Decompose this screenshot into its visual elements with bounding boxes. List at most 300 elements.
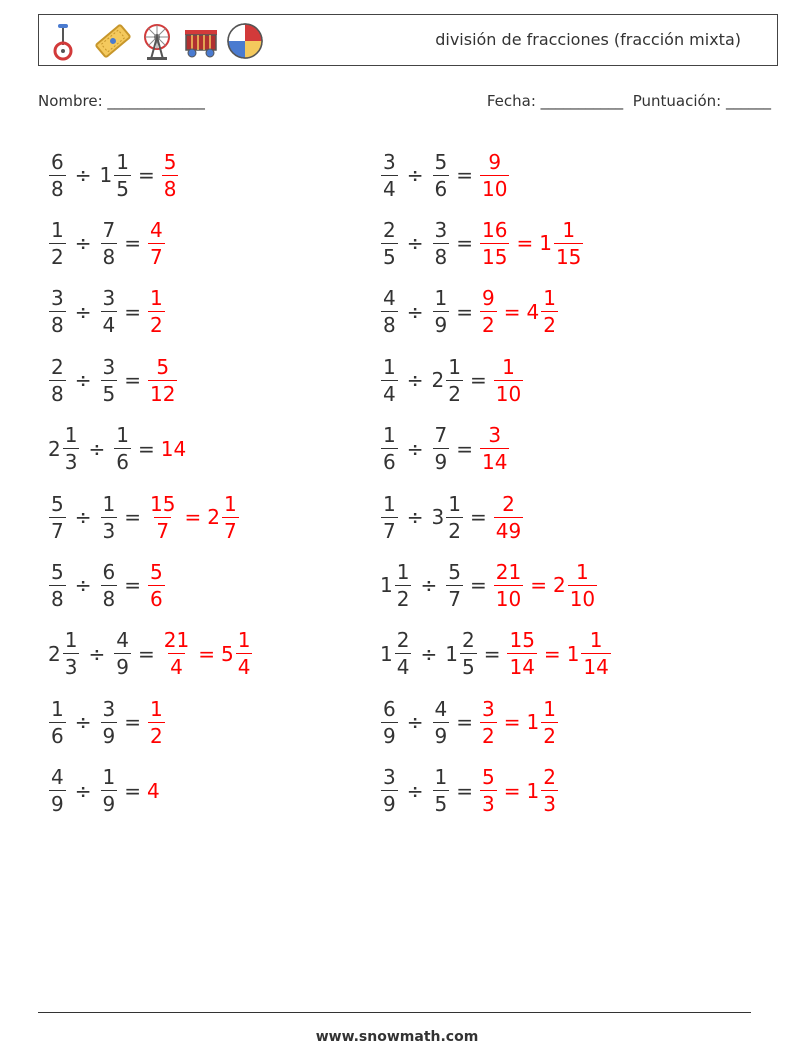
numerator: 1	[383, 423, 396, 448]
denominator: 9	[116, 655, 129, 680]
operand-number	[432, 217, 451, 269]
denominator: 8	[51, 586, 64, 611]
equals-sign: =	[503, 299, 521, 324]
problem-item	[380, 486, 524, 548]
operand-number	[380, 354, 399, 406]
fraction	[541, 696, 558, 748]
equals-sign: =	[137, 436, 155, 461]
denominator: 2	[448, 518, 461, 543]
numerator: 5	[156, 354, 170, 379]
operand-number	[48, 423, 80, 475]
problem-item	[380, 281, 559, 343]
operand-number	[380, 149, 399, 201]
denominator: 8	[434, 244, 448, 269]
numerator: 6	[383, 696, 396, 721]
fraction	[433, 765, 450, 817]
fraction	[101, 765, 118, 817]
denominator: 9	[51, 792, 64, 817]
denominator: 4	[170, 655, 183, 680]
operand-number	[48, 217, 67, 269]
operand-number	[432, 149, 451, 201]
fraction	[395, 628, 412, 680]
answer-number	[147, 559, 166, 611]
fraction	[568, 559, 597, 611]
problem-item	[48, 281, 166, 343]
numerator: 6	[102, 559, 116, 584]
numerator: 21	[495, 559, 522, 584]
denominator: 2	[482, 313, 495, 338]
numerator: 1	[434, 765, 448, 790]
operand-number	[48, 765, 67, 817]
operand-number	[99, 149, 132, 201]
numerator: 4	[383, 286, 396, 311]
fraction	[541, 286, 558, 338]
worksheet-title: división de fracciones (fracción mixta)	[435, 30, 741, 49]
operand-number	[100, 286, 119, 338]
numerator: 3	[51, 286, 64, 311]
problem-item	[48, 691, 166, 753]
denominator: 6	[150, 586, 163, 611]
denominator: 14	[583, 655, 609, 680]
divide-sign: ÷	[406, 505, 424, 529]
divide-sign: ÷	[74, 505, 92, 529]
answer-number	[479, 423, 510, 475]
whole-part: 1	[526, 710, 540, 735]
numerator: 3	[102, 286, 116, 311]
operand-number	[100, 491, 119, 543]
fraction	[381, 217, 398, 269]
numerator: 7	[102, 217, 116, 242]
divide-sign: ÷	[74, 163, 92, 187]
operand-number	[432, 696, 451, 748]
numerator: 1	[223, 491, 237, 516]
denominator: 4	[383, 381, 396, 406]
fraction	[480, 423, 509, 475]
numerator: 5	[448, 559, 461, 584]
fraction	[101, 286, 118, 338]
fraction	[494, 559, 523, 611]
denominator: 5	[461, 655, 475, 680]
name-field-label: Nombre: _____________	[38, 92, 205, 110]
equals-sign: =	[137, 641, 155, 666]
problem-item	[48, 486, 240, 548]
denominator: 49	[495, 518, 522, 543]
denominator: 10	[495, 586, 522, 611]
answer-number	[220, 628, 253, 680]
answer-number	[161, 628, 192, 680]
operand-number	[48, 491, 67, 543]
denominator: 5	[116, 176, 129, 201]
whole-part: 4	[526, 299, 540, 324]
numerator: 1	[396, 559, 410, 584]
operand-number	[380, 628, 412, 680]
operand-number	[100, 696, 119, 748]
fraction	[554, 217, 583, 269]
operand-number	[380, 765, 399, 817]
numerator: 1	[64, 423, 78, 448]
operand-number	[445, 559, 464, 611]
fraction	[581, 628, 610, 680]
problem-item	[380, 349, 524, 411]
equals-sign: =	[516, 231, 534, 256]
fraction	[480, 149, 509, 201]
equals-sign: =	[503, 710, 521, 735]
denominator: 7	[150, 244, 163, 269]
denominator: 4	[383, 176, 396, 201]
numerator: 1	[502, 354, 515, 379]
denominator: 6	[383, 450, 396, 475]
fraction	[101, 559, 118, 611]
divide-sign: ÷	[74, 231, 92, 256]
answer-number	[552, 559, 598, 611]
operand-number	[48, 354, 67, 406]
divide-sign: ÷	[74, 778, 92, 803]
fraction	[480, 765, 497, 817]
denominator: 2	[543, 723, 556, 748]
denominator: 8	[383, 313, 396, 338]
problem-item	[380, 144, 510, 206]
whole-part: 3	[431, 505, 445, 529]
numerator: 3	[383, 149, 396, 174]
fraction	[114, 149, 131, 201]
operand-number	[431, 354, 464, 406]
divide-sign: ÷	[406, 163, 424, 187]
denominator: 9	[383, 723, 396, 748]
operand-number	[48, 559, 67, 611]
answer-number	[147, 491, 178, 543]
whole-part: 1	[566, 641, 580, 666]
whole-part: 2	[431, 368, 445, 393]
fraction	[101, 354, 118, 406]
denominator: 2	[150, 723, 163, 748]
whole-part: 4	[147, 778, 160, 803]
denominator: 6	[116, 450, 129, 475]
fraction	[63, 423, 80, 475]
numerator: 4	[150, 217, 163, 242]
equals-sign: =	[124, 231, 141, 256]
problem-item	[380, 554, 598, 616]
fraction	[236, 628, 253, 680]
denominator: 4	[102, 313, 116, 338]
numerator: 1	[383, 354, 396, 379]
denominator: 14	[482, 450, 508, 475]
numerator: 1	[237, 628, 251, 653]
fraction	[49, 491, 66, 543]
operand-number	[100, 765, 119, 817]
divide-sign: ÷	[406, 368, 424, 393]
equals-sign: =	[543, 641, 561, 666]
whole-part: 5	[220, 641, 234, 666]
operand-number	[380, 286, 399, 338]
divide-sign: ÷	[74, 299, 92, 324]
denominator: 9	[383, 792, 396, 817]
denominator: 6	[51, 723, 64, 748]
answer-number	[526, 696, 559, 748]
answer-number	[147, 696, 166, 748]
fraction	[480, 286, 497, 338]
problem-item	[380, 418, 510, 480]
divide-sign: ÷	[88, 641, 106, 666]
answer-number	[147, 217, 166, 269]
fraction	[114, 628, 131, 680]
fraction	[494, 354, 523, 406]
denominator: 2	[150, 313, 163, 338]
numerator: 1	[576, 559, 589, 584]
denominator: 2	[448, 381, 461, 406]
denominator: 9	[434, 723, 448, 748]
divide-sign: ÷	[88, 436, 106, 461]
whole-part: 14	[160, 436, 187, 461]
numerator: 1	[116, 149, 129, 174]
fraction	[433, 423, 450, 475]
operand-number	[432, 286, 451, 338]
numerator: 2	[51, 354, 64, 379]
numerator: 2	[396, 628, 410, 653]
fraction	[63, 628, 80, 680]
divide-sign: ÷	[406, 710, 424, 735]
fraction	[162, 628, 191, 680]
numerator: 5	[51, 491, 64, 516]
numerator: 4	[434, 696, 448, 721]
problem-item	[48, 760, 161, 822]
operand-number	[380, 423, 399, 475]
numerator: 1	[51, 696, 64, 721]
denominator: 7	[223, 518, 237, 543]
answer-number	[161, 149, 180, 201]
denominator: 4	[237, 655, 251, 680]
footer-url: www.snowmath.com	[315, 1029, 479, 1045]
fraction	[460, 628, 477, 680]
operand-number	[380, 217, 399, 269]
fraction	[148, 491, 177, 543]
fraction	[49, 149, 66, 201]
denominator: 7	[156, 518, 170, 543]
problem-item	[48, 418, 187, 480]
numerator: 1	[448, 491, 461, 516]
divide-sign: ÷	[74, 710, 92, 735]
numerator: 1	[543, 286, 556, 311]
answer-number	[479, 765, 498, 817]
whole-part: 1	[99, 163, 113, 187]
numerator: 3	[434, 217, 448, 242]
numerator: 9	[488, 149, 502, 174]
answer-number	[147, 779, 161, 803]
fraction	[433, 286, 450, 338]
denominator: 3	[102, 518, 116, 543]
operand-number	[445, 628, 477, 680]
answer-number	[566, 628, 612, 680]
answer-number	[506, 628, 537, 680]
numerator: 1	[448, 354, 461, 379]
numerator: 2	[502, 491, 515, 516]
fraction	[148, 559, 165, 611]
fraction	[446, 491, 463, 543]
fraction	[148, 696, 165, 748]
operand-number	[380, 491, 399, 543]
answer-number	[161, 437, 187, 461]
divide-sign: ÷	[74, 368, 92, 393]
numerator: 5	[434, 149, 448, 174]
fraction	[49, 354, 66, 406]
equals-sign: =	[124, 368, 141, 393]
operand-number	[431, 491, 464, 543]
denominator: 12	[150, 381, 176, 406]
equals-sign: =	[124, 710, 141, 735]
denominator: 3	[64, 655, 78, 680]
numerator: 1	[543, 696, 556, 721]
denominator: 8	[51, 313, 64, 338]
fraction	[101, 696, 118, 748]
numerator: 1	[116, 423, 129, 448]
denominator: 7	[448, 586, 461, 611]
fraction	[381, 696, 398, 748]
numerator: 1	[383, 491, 396, 516]
denominator: 9	[434, 450, 448, 475]
operand-number	[48, 149, 67, 201]
numerator: 3	[383, 765, 396, 790]
equals-sign: =	[503, 778, 521, 803]
problem-item	[48, 212, 166, 274]
operand-number	[48, 628, 80, 680]
denominator: 8	[51, 381, 64, 406]
denominator: 2	[482, 723, 495, 748]
denominator: 9	[102, 792, 116, 817]
whole-part: 1	[539, 231, 552, 256]
problem-item	[48, 623, 253, 685]
numerator: 1	[102, 491, 116, 516]
denominator: 8	[51, 176, 64, 201]
numerator: 2	[543, 765, 556, 790]
operand-number	[432, 423, 451, 475]
answer-number	[147, 286, 166, 338]
divide-sign: ÷	[420, 641, 438, 666]
fraction	[162, 149, 179, 201]
numerator: 4	[116, 628, 129, 653]
numerator: 15	[509, 628, 535, 653]
numerator: 1	[150, 696, 163, 721]
problem-item	[48, 554, 166, 616]
denominator: 10	[482, 176, 508, 201]
divide-sign: ÷	[406, 778, 424, 803]
fraction	[114, 423, 131, 475]
ferris-wheel-icon	[137, 21, 177, 61]
divide-sign: ÷	[406, 436, 424, 461]
numerator: 3	[488, 423, 502, 448]
fraction	[480, 217, 509, 269]
operand-number	[432, 765, 451, 817]
problem-item	[380, 691, 559, 753]
numerator: 15	[150, 491, 176, 516]
operand-number	[100, 217, 119, 269]
equals-sign: =	[483, 641, 501, 666]
numerator: 2	[383, 217, 396, 242]
fraction	[433, 217, 450, 269]
whole-part: 2	[552, 573, 566, 598]
fraction	[49, 765, 66, 817]
denominator: 8	[163, 176, 177, 201]
equals-sign: =	[469, 368, 487, 393]
numerator: 2	[461, 628, 475, 653]
fraction	[148, 286, 165, 338]
equals-sign: =	[469, 505, 487, 529]
fraction	[49, 286, 66, 338]
answer-number	[479, 286, 498, 338]
fraction	[49, 559, 66, 611]
operand-number	[113, 423, 132, 475]
circus-wagon-icon	[181, 21, 221, 61]
fraction	[101, 217, 118, 269]
answer-number	[493, 491, 524, 543]
footer-divider	[38, 1012, 751, 1013]
denominator: 14	[509, 655, 535, 680]
denominator: 8	[102, 586, 116, 611]
denominator: 4	[396, 655, 410, 680]
numerator: 4	[51, 765, 64, 790]
denominator: 7	[51, 518, 64, 543]
fraction	[381, 354, 398, 406]
numerator: 5	[482, 765, 495, 790]
denominator: 10	[495, 381, 522, 406]
answer-number	[479, 217, 510, 269]
denominator: 10	[569, 586, 596, 611]
numerator: 3	[102, 354, 116, 379]
operand-number	[380, 559, 412, 611]
answer-number	[539, 217, 584, 269]
whole-part: 1	[526, 778, 540, 803]
denominator: 3	[543, 792, 556, 817]
fraction	[381, 149, 398, 201]
equals-sign: =	[124, 299, 141, 324]
answer-number	[493, 559, 524, 611]
fraction	[148, 354, 177, 406]
denominator: 2	[51, 244, 64, 269]
equals-sign: =	[456, 299, 473, 324]
equals-sign: =	[456, 710, 473, 735]
fraction	[101, 491, 118, 543]
operand-number	[48, 286, 67, 338]
denominator: 3	[482, 792, 495, 817]
denominator: 3	[64, 450, 78, 475]
numerator: 5	[150, 559, 163, 584]
fraction	[381, 765, 398, 817]
whole-part: 2	[48, 436, 61, 461]
whole-part: 2	[48, 641, 61, 666]
divide-sign: ÷	[420, 573, 438, 598]
whole-part: 1	[380, 641, 393, 666]
header-icons	[49, 20, 265, 62]
equals-sign: =	[137, 163, 155, 187]
numerator: 5	[51, 559, 64, 584]
denominator: 15	[482, 244, 508, 269]
numerator: 5	[163, 149, 177, 174]
denominator: 2	[396, 586, 410, 611]
numerator: 1	[589, 628, 603, 653]
whole-part: 2	[207, 505, 220, 529]
fraction	[49, 217, 66, 269]
numerator: 1	[150, 286, 163, 311]
problem-item	[380, 212, 584, 274]
numerator: 1	[51, 217, 64, 242]
unicycle-icon	[49, 21, 89, 61]
denominator: 5	[434, 792, 448, 817]
equals-sign: =	[456, 778, 473, 803]
equals-sign: =	[456, 231, 473, 256]
whole-part: 1	[380, 573, 393, 598]
numerator: 7	[434, 423, 448, 448]
answer-number	[207, 491, 239, 543]
date-score-label: Fecha: ___________ Puntuación: ______	[486, 92, 771, 110]
answer-number	[526, 765, 559, 817]
